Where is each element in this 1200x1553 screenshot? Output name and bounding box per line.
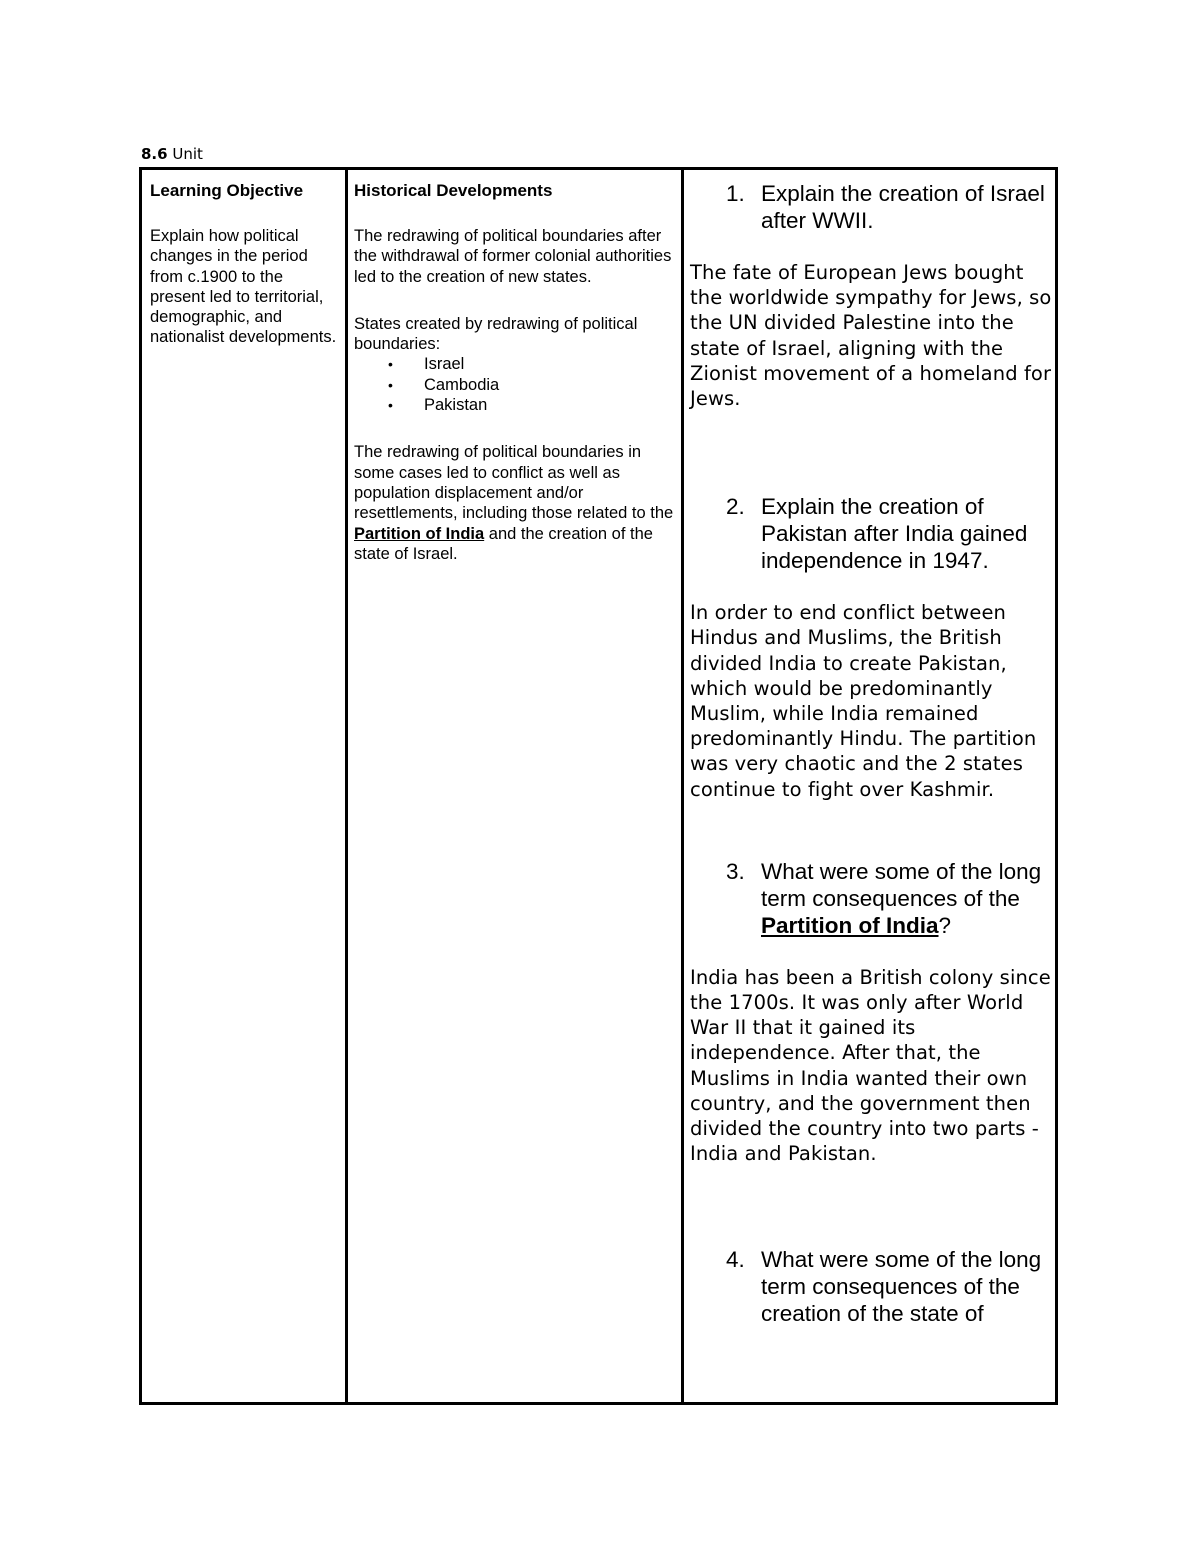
question-4: 4. What were some of the long term consequences of the creation of the state of <box>726 1247 1042 1327</box>
question-2: 2. Explain the creation of Pakistan after India gained independence in 1947. <box>726 494 1028 574</box>
states-list <box>354 354 674 415</box>
list-item: • Pakistan <box>388 396 488 415</box>
answer-1: The fate of European Jews bought the worldwide sympathy for Jews, so the UN divided Palestine into the state of Israel, aligning with the Zionist movement of a homeland for Jews. <box>690 261 1052 411</box>
learning-objective-cell <box>150 170 342 1402</box>
partition-of-india-link: Partition of India <box>354 524 485 543</box>
column-divider <box>681 170 684 1402</box>
column-divider <box>345 170 348 1402</box>
historical-developments-heading: Historical Developments <box>354 181 553 200</box>
bullet-icon: • <box>388 356 393 373</box>
answer-3: India has been a British colony since the 1700s. It was only after World War II that it gained its independence. After that, the Muslims in India wanted their own country, and the government then divided the country into two parts - India and Pakistan. <box>690 965 1051 1166</box>
question-3: 3. What were some of the long term consequences of the Partition of India? <box>726 858 1042 938</box>
learning-objective-heading: Learning Objective <box>150 181 304 200</box>
learning-objective-text: Explain how political changes in the period from c.1900 to the present led to territorial, demographic, and nationalist developments. <box>150 227 337 347</box>
worksheet-table <box>139 167 1058 1405</box>
list-item: • Israel <box>388 355 465 374</box>
bullet-icon: • <box>388 397 393 414</box>
unit-label: Unit <box>172 145 203 163</box>
historical-developments-cell <box>354 170 674 1402</box>
answer-2: In order to end conflict between Hindus and Muslims, the British divided India to create Pakistan, which would be predominantly Muslim, while India remained predominantly Hindu. The partition was very chaotic and the 2 states continue to fight over Kashmir. <box>690 601 1037 801</box>
unit-title <box>141 145 203 163</box>
list-item: • Cambodia <box>388 375 500 394</box>
developments-paragraph-2: States created by redrawing of political boundaries: <box>354 314 638 354</box>
partition-of-india-link: Partition of India <box>761 912 939 938</box>
developments-paragraph-3: The redrawing of political boundaries in some cases led to conflict as well as population displacement and/or resettlements, including those related to the Partition of India and the creation of the state of Israel. <box>354 443 674 563</box>
questions-cell <box>690 170 1052 1402</box>
bullet-icon: • <box>388 376 393 393</box>
unit-number: 8.6 <box>141 145 168 163</box>
developments-paragraph-1: The redrawing of political boundaries after the withdrawal of former colonial authorities led to the creation of new states. <box>354 227 672 286</box>
question-1: 1. Explain the creation of Israel after WWII. <box>726 181 1045 233</box>
